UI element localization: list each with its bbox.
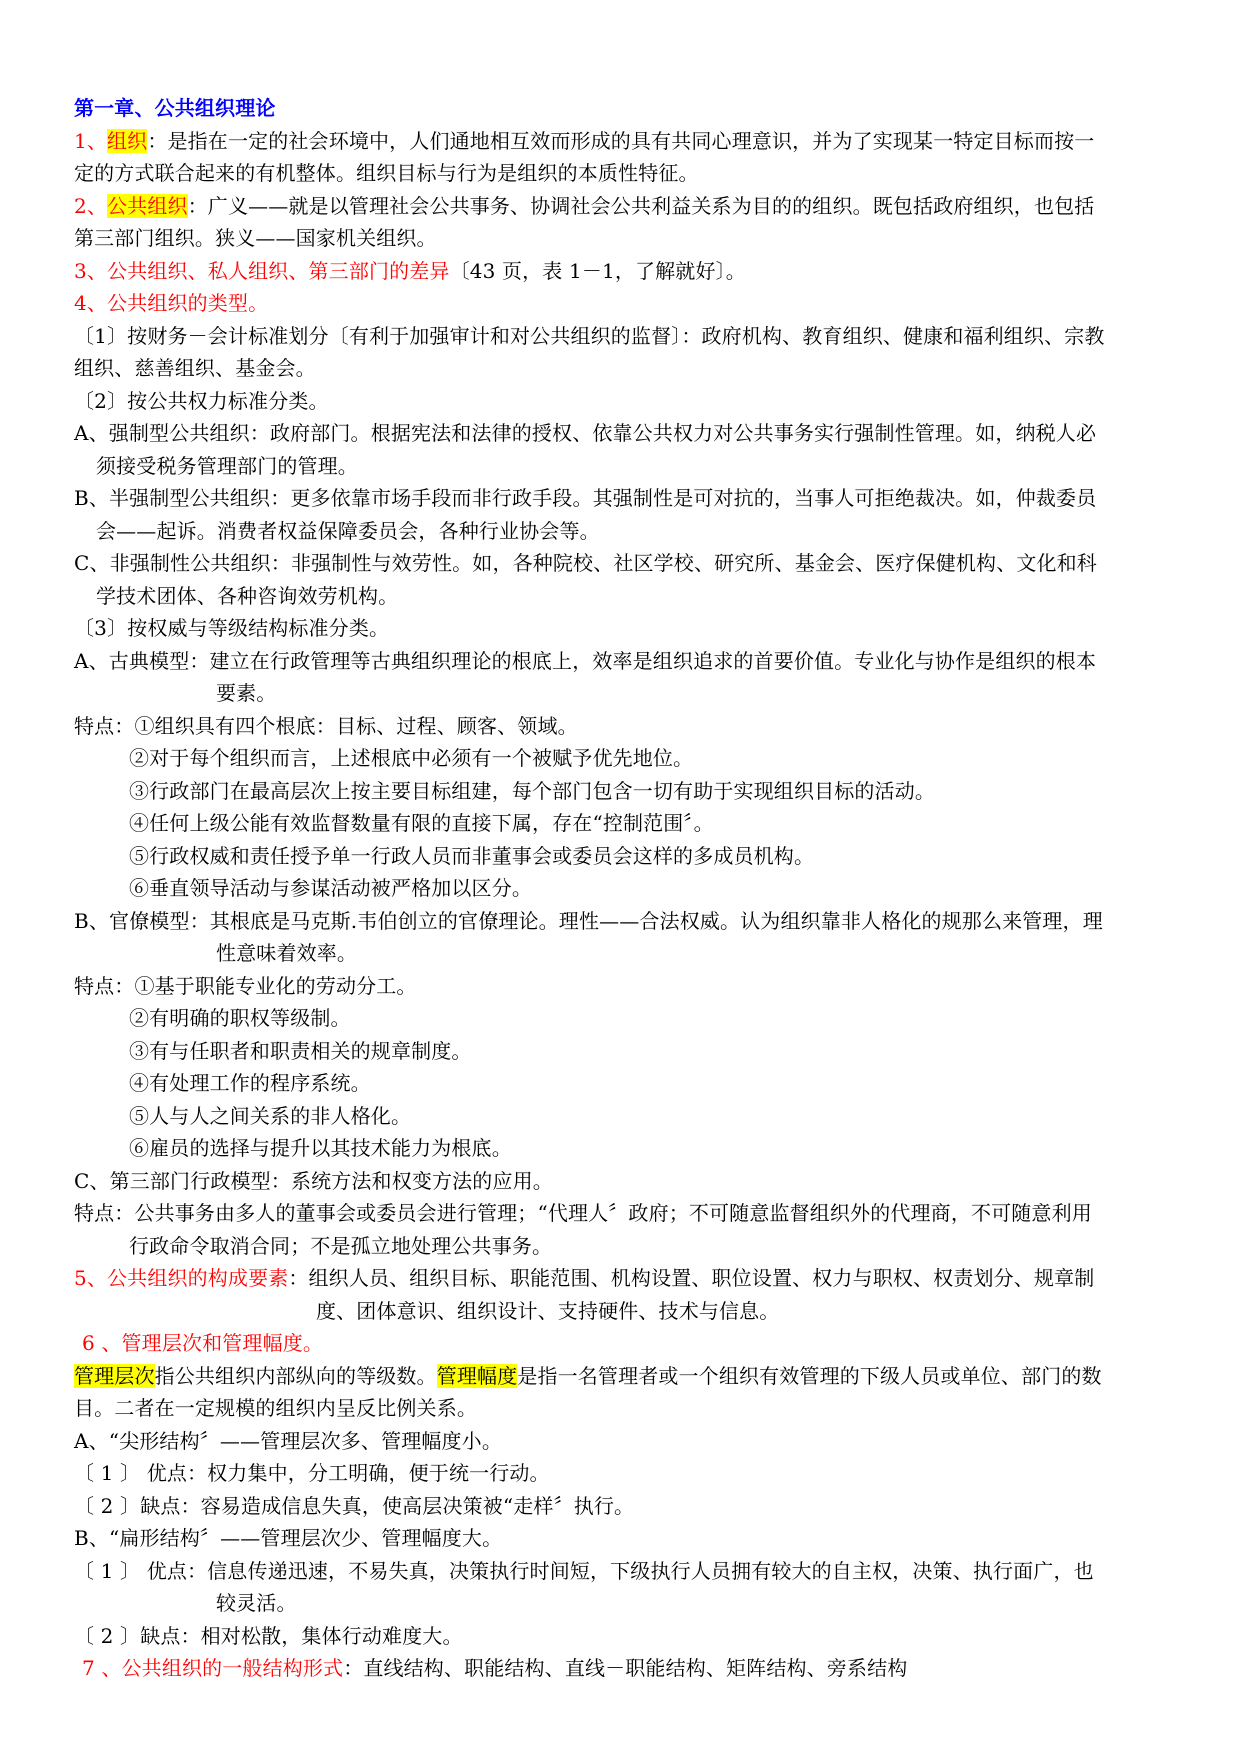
item-2 xyxy=(74,190,1174,223)
classic-feature: ⑥垂直领导活动与参谋活动被严格加以区分。 xyxy=(129,876,532,900)
type-1-cont: 组织、慈善组织、基金会。 xyxy=(74,356,316,380)
type-2-c: C、非强制性公共组织：非强制性与效劳性。如，各种院校、社区学校、研究所、基金会、医疗保健机构、文化和科 xyxy=(74,551,1097,575)
bureau-feature: ④有处理工作的程序系统。 xyxy=(129,1071,371,1095)
flat-advantage-cont: 较灵活。 xyxy=(216,1591,297,1615)
item-7 xyxy=(74,1652,1174,1685)
item-1-cont: 定的方式联合起来的有机整体。组织目标与行为是组织的本质性特征。 xyxy=(74,161,699,185)
text: 指公共组织内部纵向的等级数。 xyxy=(154,1363,437,1388)
bureau-feature: ②有明确的职权等级制。 xyxy=(129,1006,351,1030)
term-management-levels: 管理层次 xyxy=(74,1363,155,1388)
bureau-feature: ③有与任职者和职责相关的规章制度。 xyxy=(129,1038,472,1063)
classic-feature: 特点：①组织具有四个根底：目标、过程、顾客、领域。 xyxy=(74,713,578,738)
item-4-heading: 4、公共组织的类型。 xyxy=(74,291,269,315)
item-heading: 3、公共组织、私人组织、第三部门的差异 xyxy=(74,258,450,283)
classic-feature: ⑤行政权威和责任授予单一行政人员而非董事会或委员会这样的多成员机构。 xyxy=(129,843,815,868)
tall-advantage: 〔 1 〕 优点：权力集中，分工明确，便于统一行动。 xyxy=(74,1461,550,1485)
third-sector-feature-cont: 行政命令取消合同；不是孤立地处理公共事务。 xyxy=(129,1233,553,1258)
type-2: 〔2〕按公共权力标准分类。 xyxy=(74,388,329,413)
text: ：是指在一定的社会环境中，人们通地相互效而形成的具有共同心理意识，并为了实现某一特定目标而按一 xyxy=(147,128,1095,153)
bureau-feature: ⑥雇员的选择与提升以其技术能力为根底。 xyxy=(129,1136,512,1160)
flat-advantage: 〔 1 〕 优点：信息传递迅速，不易失真，决策执行时间短，下级执行人员拥有较大的自主权，决策、执行面广，也 xyxy=(74,1558,1094,1583)
bureaucratic-model-cont: 性意味着效率。 xyxy=(216,941,358,965)
item-heading: 7 、公共组织的一般结构形式 xyxy=(82,1656,344,1680)
classic-feature: ④任何上级公能有效监督数量有限的直接下属，存在“控制范围〞。 xyxy=(129,811,714,835)
classic-feature: ③行政部门在最高层次上按主要目标组建，每个部门包含一切有助于实现组织目标的活动。 xyxy=(129,778,935,803)
classic-model: A、古典模型：建立在行政管理等古典组织理论的根底上，效率是组织追求的首要价值。专业化与协作是组织的根本 xyxy=(74,648,1097,673)
flat-structure: B、“扁形结构〞——管理层次少、管理幅度大。 xyxy=(74,1526,503,1550)
text: 〔43 页，表 1－1，了解就好〕。 xyxy=(449,258,746,283)
third-sector-feature: 特点：公共事务由多人的董事会或委员会进行管理；“代理人〞政府；不可随意监督组织外的代理商，不可随意利用 xyxy=(74,1201,1092,1225)
bureau-feature: ⑤人与人之间关系的非人格化。 xyxy=(129,1103,412,1128)
item-6-definition-cont: 目。二者在一定规模的组织内呈反比例关系。 xyxy=(74,1396,477,1420)
type-2-b-cont: 会——起诉。消费者权益保障委员会，各种行业协会等。 xyxy=(96,518,600,543)
item-2-cont: 第三部门组织。狭义——国家机关组织。 xyxy=(74,226,437,250)
type-2-b: B、半强制型公共组织：更多依靠市场手段而非行政手段。其强制性是可对抗的，当事人可拒绝裁决。如，仲裁委员 xyxy=(74,486,1097,510)
text: 是指一名管理者或一个组织有效管理的下级人员或单位、部门的数 xyxy=(517,1363,1102,1388)
third-sector-model: C、第三部门行政模型：系统方法和权变方法的应用。 xyxy=(74,1168,553,1193)
document-page xyxy=(74,92,1174,1685)
text: ：广义——就是以管理社会公共事务、协调社会公共利益关系为目的的组织。既包括政府组织，也包括 xyxy=(187,193,1095,218)
type-2-a-cont: 须接受税务管理部门的管理。 xyxy=(96,453,358,478)
bureau-feature: 特点：①基于职能专业化的劳动分工。 xyxy=(74,973,417,998)
tall-disadvantage: 〔 2 〕缺点：容易造成信息失真，使高层决策被“走样〞执行。 xyxy=(74,1493,635,1518)
item-number: 2、 xyxy=(74,193,108,218)
item-6-definition xyxy=(74,1360,1174,1393)
item-3 xyxy=(74,255,1174,288)
term-management-span: 管理幅度 xyxy=(436,1363,518,1388)
text: ：直线结构、职能结构、直线－职能结构、矩阵结构、旁系结构 xyxy=(343,1656,908,1680)
bureaucratic-model: B、官僚模型：其根底是马克斯.韦伯创立的官僚理论。理性——合法权威。认为组织靠非人格化的规那么来管理，理 xyxy=(74,908,1103,933)
type-2-a: A、强制型公共组织：政府部门。根据宪法和法律的授权、依靠公共权力对公共事务实行强制性管理。如，纳税人必 xyxy=(74,421,1097,445)
item-5 xyxy=(74,1262,1174,1295)
item-1 xyxy=(74,125,1174,158)
tall-structure: A、“尖形结构〞——管理层次多、管理幅度小。 xyxy=(74,1428,502,1453)
type-3: 〔3〕按权威与等级结构标准分类。 xyxy=(74,616,390,640)
item-number: 1、 xyxy=(74,128,108,153)
term-organization: 组织 xyxy=(107,128,148,153)
item-6-heading: 6 、管理层次和管理幅度。 xyxy=(82,1331,324,1355)
text: ：组织人员、组织目标、职能范围、机构设置、职位设置、权力与职权、权责划分、规章制 xyxy=(288,1266,1095,1290)
item-5-cont: 度、团体意识、组织设计、支持硬件、技术与信息。 xyxy=(316,1298,780,1323)
item-heading: 5、公共组织的构成要素 xyxy=(74,1266,289,1290)
type-2-c-cont: 学技术团体、各种咨询效劳机构。 xyxy=(96,583,399,608)
chapter-title: 第一章、公共组织理论 xyxy=(74,96,276,120)
term-public-organization: 公共组织 xyxy=(107,193,188,218)
type-1: 〔1〕按财务－会计标准划分〔有利于加强审计和对公共组织的监督〕：政府机构、教育组织、健康和福利组织、宗教 xyxy=(74,323,1105,348)
flat-disadvantage: 〔 2 〕缺点：相对松散，集体行动难度大。 xyxy=(74,1623,463,1648)
classic-feature: ②对于每个组织而言，上述根底中必须有一个被赋予优先地位。 xyxy=(129,746,694,770)
classic-model-cont: 要素。 xyxy=(216,681,277,705)
